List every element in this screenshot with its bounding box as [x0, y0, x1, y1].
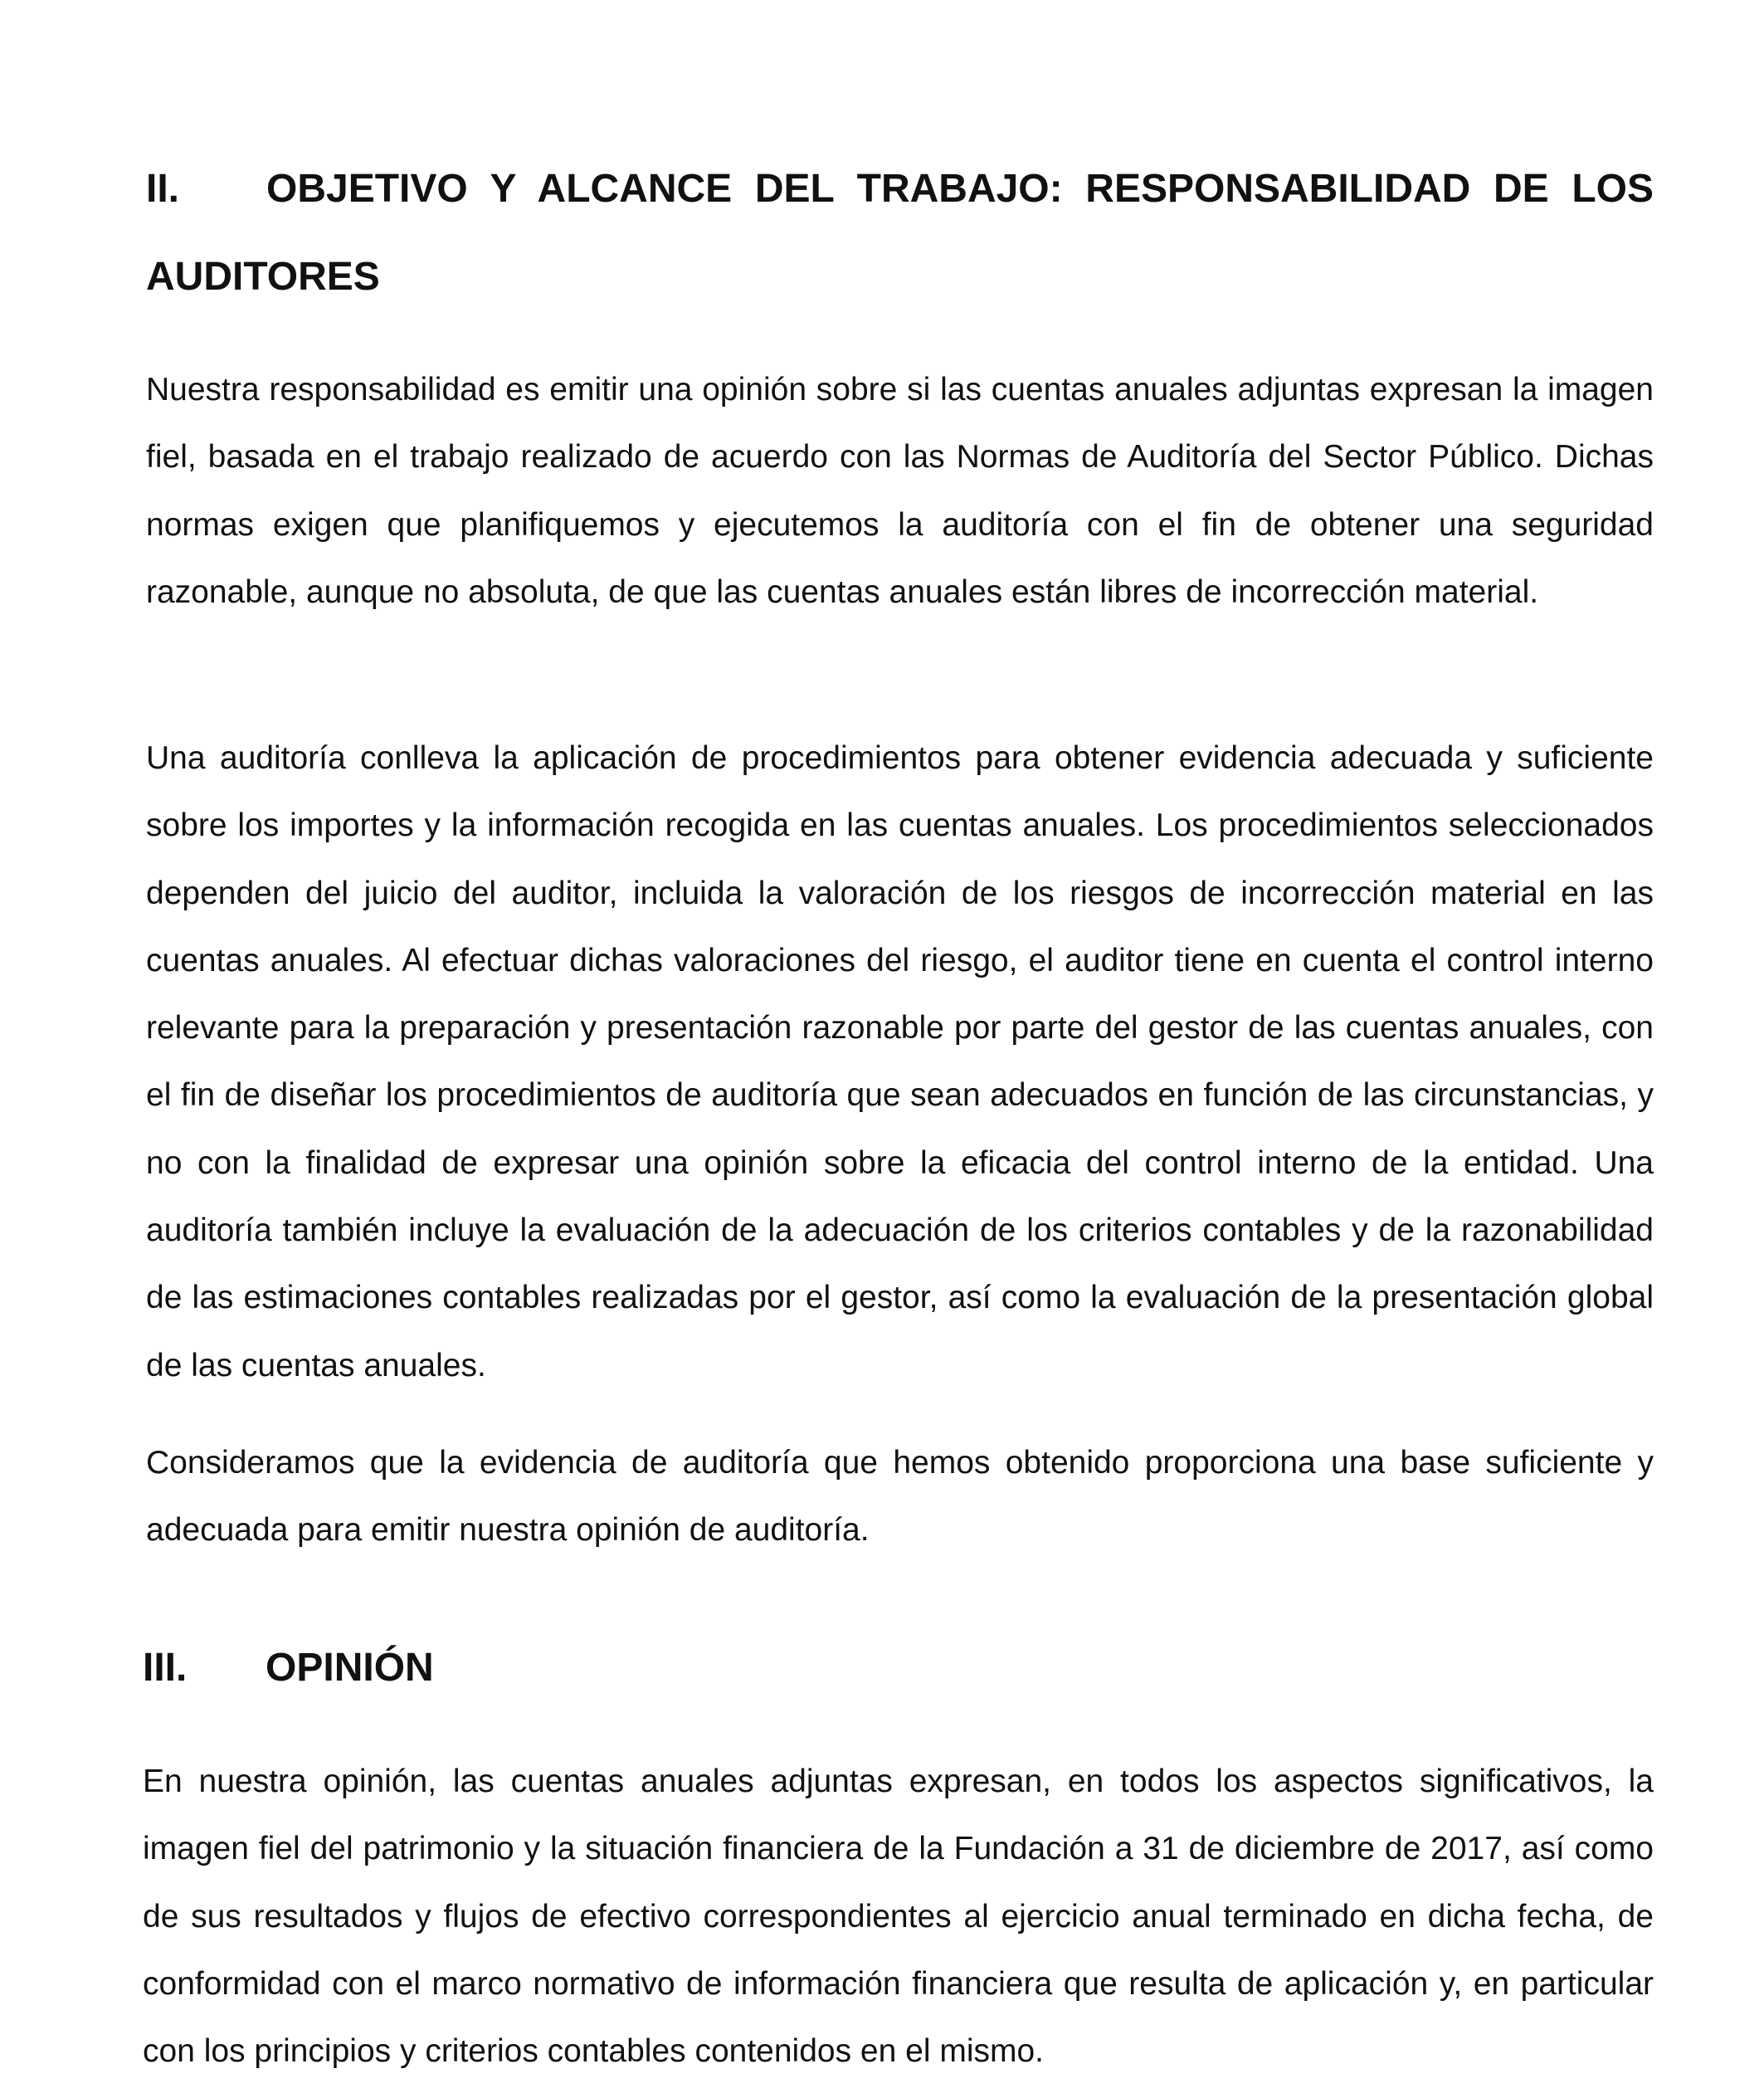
section-iii-title: OPINIÓN — [266, 1646, 434, 1690]
section-ii-title: OBJETIVO Y ALCANCE DEL TRABAJO: RESPONSABILIDAD DE LOS AUDITORES — [146, 167, 1654, 299]
section-ii-number: II. — [146, 167, 180, 211]
section-ii-paragraph-2: Una auditoría conlleva la aplicación de procedimientos para obtener evidencia adecuada y suficiente sobre los importes y la información recogida en las cuentas anuales. Los procedimientos seleccionados dependen del juicio del auditor, incluida la valoración de los riesgos de incorrección material en las cuentas anuales. Al efectuar dichas valoraciones del riesgo, el auditor tiene en cuenta el control interno relevante para la preparación y presentación razonable por parte del gestor de las cuentas anuales, con el fin de diseñar los procedimientos de auditoría que sean adecuados en función de las circunstancias, y no con la finalidad de expresar una opinión sobre la eficacia del control interno de la entidad. Una auditoría también incluye la evaluación de la adecuación de los criterios contables y de la razonabilidad de las estimaciones contables realizadas por el gestor, así como la evaluación de la presentación global de las cuentas anuales. — [146, 740, 1654, 1383]
section-ii-heading — [146, 145, 1654, 321]
section-iii-number: III. — [143, 1646, 188, 1690]
section-ii-paragraph-1: Nuestra responsabilidad es emitir una opinión sobre si las cuentas anuales adjuntas expresan la imagen fiel, basada en el trabajo realizado de acuerdo con las Normas de Auditoría del Sector Público. Dichas normas exigen que planifiquemos y ejecutemos la auditoría con el fin de obtener una seguridad razonable, aunque no absoluta, de que las cuentas anuales están libres de incorrección material. — [146, 372, 1654, 610]
section-ii-paragraph-3: Consideramos que la evidencia de auditoría que hemos obtenido proporciona una base suficiente y adecuada para emitir nuestra opinión de auditoría. — [146, 1445, 1654, 1549]
section-iii-paragraph-1: En nuestra opinión, las cuentas anuales adjuntas expresan, en todos los aspectos significativos, la imagen fiel del patrimonio y la situación financiera de la Fundación a 31 de diciembre de 2017, así como de sus resultados y flujos de efectivo correspondientes al ejercicio anual terminado en dicha fecha, de conformidad con el marco normativo de información financiera que resulta de aplicación y, en particular con los principios y criterios contables contenidos en el mismo. — [143, 1764, 1654, 2070]
section-iii-heading — [143, 1624, 1650, 1712]
